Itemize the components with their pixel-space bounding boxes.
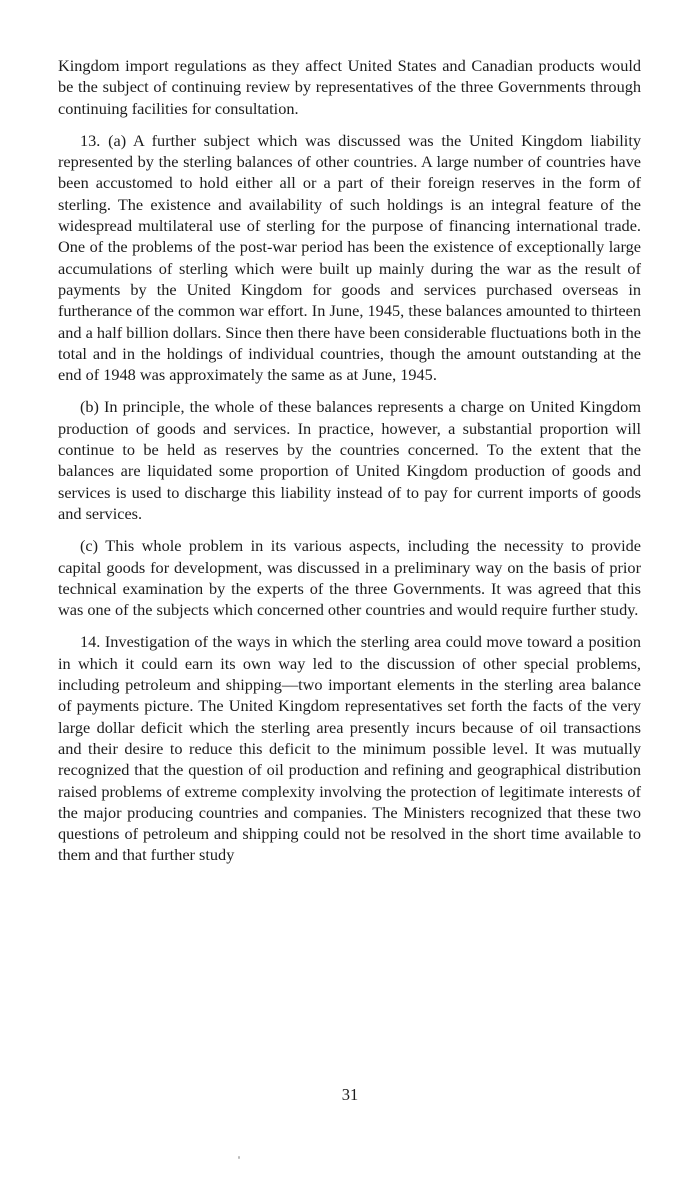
paragraph-13b: (b) In principle, the whole of these balances represents a charge on United Kingdom production of goods and services. In practice, however, a substantial proportion will continue to be held as reserves by the countries concerned. To the extent that the balances are liquidated some proportion of United Kingdom production of goods and services is used to discharge this liability instead of to pay for current imports of goods and services. — [58, 397, 641, 523]
scan-speck — [238, 1156, 240, 1159]
paragraph-13a: 13. (a) A further subject which was discussed was the United Kingdom liability represented by the sterling balances of other countries. A large number of countries have been accustomed to hold either all or a part of their foreign reserves in the form of sterling. The existence and availability of such holdings is an integral feature of the widespread multilateral use of sterling for the purpose of financing international trade. One of the problems of the post-war period has been the existence of exceptionally large accumulations of sterling which were built up mainly during the war as the result of payments by the United Kingdom for goods and services purchased overseas in furtherance of the common war effort. In June, 1945, these balances amounted to thirteen and a half billion dollars. Since then there have been considerable fluctuations both in the total and in the holdings of individual countries, though the amount outstanding at the end of 1948 was approximately the same as at June, 1945. — [58, 130, 641, 385]
paragraph-13c: (c) This whole problem in its various aspects, including the necessity to provide capital goods for development, was discussed in a preliminary way on the basis of prior technical examination by the experts of the three Governments. It was agreed that this was one of the subjects which concerned other countries and would require further study. — [58, 536, 641, 620]
paragraph-continuation: Kingdom import regulations as they affect United States and Canadian products would be the subject of continuing review by representatives of the three Governments through continuing facilities for consultation. — [58, 56, 641, 118]
page-body — [58, 55, 641, 866]
paragraph-14: 14. Investigation of the ways in which the sterling area could move toward a position in which it could earn its own way led to the discussion of other special problems, including petroleum and shipping—two important elements in the sterling area balance of payments picture. The United Kingdom representatives set forth the facts of the very large dollar deficit which the sterling area presently incurs because of oil transactions and their desire to reduce this deficit to the minimum possible level. It was mutually recognized that the question of oil production and refining and geographical distribution raised problems of extreme complexity involving the protection of legitimate interests of the major producing countries and companies. The Ministers recognized that these two questions of petroleum and shipping could not be resolved in the short time available to them and that further study — [58, 632, 641, 865]
page-number: 31 — [341, 1085, 359, 1104]
